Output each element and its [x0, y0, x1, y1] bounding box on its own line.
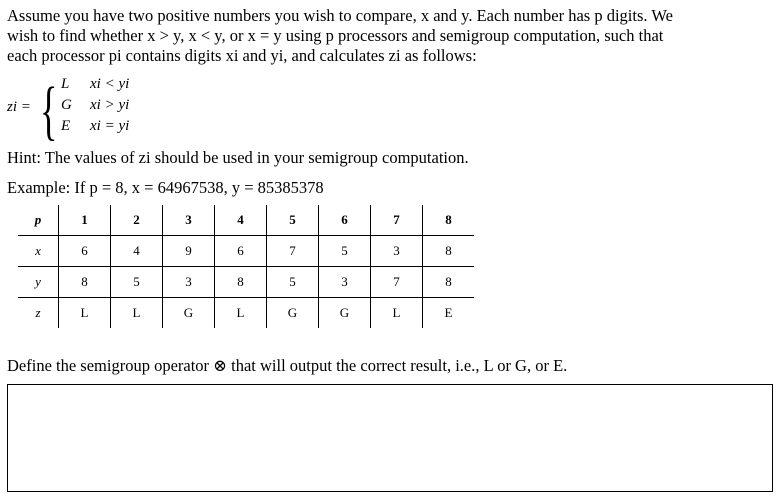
- case-condition-2: xi > yi: [90, 97, 130, 113]
- row-label: z: [18, 298, 59, 329]
- row-label: x: [18, 236, 59, 267]
- table-cell: 3: [371, 236, 423, 267]
- table-cell: 8: [423, 205, 475, 236]
- case-result-3: E: [61, 118, 71, 134]
- table-cell: 7: [371, 267, 423, 298]
- table-cell: 5: [319, 236, 371, 267]
- table-cell: L: [59, 298, 111, 329]
- table-cell: 4: [215, 205, 267, 236]
- table-cell: 8: [59, 267, 111, 298]
- table-cell: 7: [267, 236, 319, 267]
- intro-line-2: wish to find whether x > y, x < y, or x = y using p processors and semigroup computation, such that: [7, 26, 664, 45]
- table-row: [18, 236, 474, 267]
- table-cell: 6: [319, 205, 371, 236]
- table-cell: L: [371, 298, 423, 329]
- table-cell: 5: [267, 267, 319, 298]
- answer-box[interactable]: [7, 384, 773, 492]
- intro-line-1: Assume you have two positive numbers you wish to compare, x and y. Each number has p digits. We: [7, 6, 673, 25]
- table-cell: 5: [111, 267, 163, 298]
- row-label: p: [18, 205, 59, 236]
- digit-table: [18, 205, 474, 328]
- table-cell: 3: [163, 267, 215, 298]
- table-cell: 9: [163, 236, 215, 267]
- table-cell: 2: [111, 205, 163, 236]
- table-cell: L: [111, 298, 163, 329]
- table-cell: 8: [215, 267, 267, 298]
- table-cell: 8: [423, 267, 475, 298]
- hint-text: Hint: The values of zi should be used in your semigroup computation.: [7, 148, 469, 167]
- example-text: Example: If p = 8, x = 64967538, y = 85385378: [7, 178, 324, 197]
- left-brace: {: [40, 74, 58, 147]
- table-cell: G: [163, 298, 215, 329]
- table-cell: 8: [423, 236, 475, 267]
- question-text: Define the semigroup operator ⊗ that will output the correct result, i.e., L or G, or E.: [7, 356, 568, 375]
- table-cell: 4: [111, 236, 163, 267]
- table-cell: 6: [215, 236, 267, 267]
- table-cell: L: [215, 298, 267, 329]
- table-cell: G: [267, 298, 319, 329]
- intro-line-3: each processor pi contains digits xi and yi, and calculates zi as follows:: [7, 46, 477, 65]
- case-result-2: G: [61, 97, 72, 113]
- table-cell: E: [423, 298, 475, 329]
- table-cell: 5: [267, 205, 319, 236]
- table-cell: 3: [163, 205, 215, 236]
- table-cell: 3: [319, 267, 371, 298]
- case-result-1: L: [61, 76, 70, 92]
- row-label: y: [18, 267, 59, 298]
- table-cell: G: [319, 298, 371, 329]
- table-row: [18, 205, 474, 236]
- table-row: [18, 267, 474, 298]
- table-cell: 1: [59, 205, 111, 236]
- case-condition-3: xi = yi: [90, 118, 130, 134]
- table-cell: 7: [371, 205, 423, 236]
- case-condition-1: xi < yi: [90, 76, 130, 92]
- definition-lhs: zi =: [7, 99, 31, 115]
- table-cell: 6: [59, 236, 111, 267]
- table-row: [18, 298, 474, 329]
